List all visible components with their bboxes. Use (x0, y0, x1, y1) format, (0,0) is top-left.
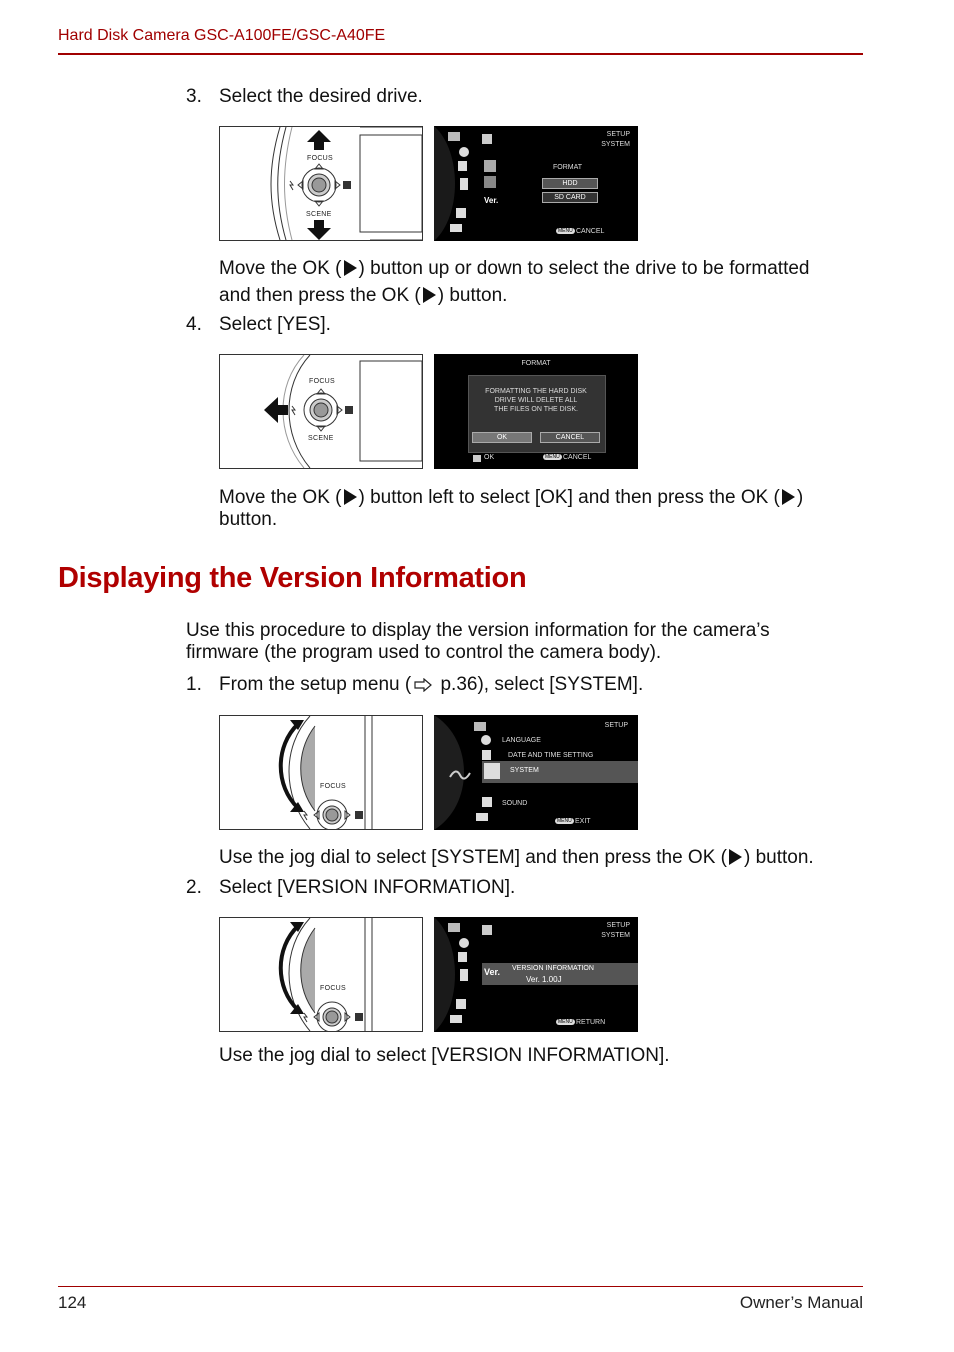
step-4-description-line2: button. (219, 509, 278, 530)
step-number: 4. (186, 314, 202, 335)
scene-label: SCENE (306, 211, 332, 218)
version-step-2-description: Use the jog dial to select [VERSION INFORMATION]. (219, 1045, 670, 1066)
menu-item-language[interactable]: LANGUAGE (502, 737, 541, 744)
sd-card-option[interactable]: SD CARD (542, 192, 598, 203)
ok-button-icon (782, 489, 795, 505)
focus-label: FOCUS (320, 783, 346, 790)
screen-title-setup: SETUP (606, 131, 630, 138)
camera-figure-left (219, 354, 423, 469)
intro-line2: firmware (the program used to control the camera body). (186, 642, 662, 663)
focus-label: FOCUS (320, 985, 346, 992)
focus-label: FOCUS (309, 378, 335, 385)
step-number: 2. (186, 877, 202, 898)
menu-button-icon: MENU (545, 454, 560, 460)
camera-figure-jog-dial-2 (219, 917, 423, 1032)
exit-label: EXIT (575, 818, 591, 825)
menu-item-date-time[interactable]: DATE AND TIME SETTING (508, 752, 594, 759)
dialog-message-line3: THE FILES ON THE DISK. (494, 406, 578, 413)
camera-dial-illustration (220, 127, 422, 240)
page-reference-icon (414, 678, 432, 692)
step-text: Select the desired drive. (219, 86, 423, 107)
version-info-screen (434, 917, 638, 1032)
camera-dial-illustration (220, 355, 422, 468)
version-step-1 (186, 674, 644, 696)
hdd-option[interactable]: HDD (542, 178, 598, 189)
header-title: Hard Disk Camera GSC-A100FE/GSC-A40FE (58, 27, 386, 44)
step-text: Select [YES]. (219, 314, 331, 335)
step-4-description-line1: Move the OK ( ) button left to select [OK] and then press the OK ( ) (219, 487, 804, 508)
ok-key-icon (473, 455, 481, 462)
version-step-1-description: Use the jog dial to select [SYSTEM] and then press the OK ( ) button. (219, 847, 814, 868)
camera-figure-jog-dial (219, 715, 423, 830)
step-4 (186, 314, 331, 336)
screen-title-system: SYSTEM (601, 141, 630, 148)
version-number: Ver. 1.00J (526, 975, 562, 984)
return-label: RETURN (576, 1019, 606, 1026)
step-number: 1. (186, 674, 202, 695)
format-confirm-screen (434, 354, 638, 469)
cancel-option[interactable]: CANCEL (540, 432, 600, 443)
version-information-item[interactable]: VERSION INFORMATION (512, 965, 594, 972)
footer-rule (58, 1286, 863, 1287)
step-3-description-line1: Move the OK ( ) button up or down to select the drive to be formatted (219, 258, 810, 279)
camera-jog-dial-illustration (220, 918, 422, 1031)
step-number: 3. (186, 86, 202, 107)
screen-title-system: SYSTEM (601, 932, 630, 939)
setup-menu-screen (434, 715, 638, 830)
version-logo: Ver. (484, 967, 501, 977)
step-3 (186, 86, 423, 108)
camera-jog-dial-illustration (220, 716, 422, 829)
screen-title-setup: SETUP (606, 922, 630, 929)
step-text: From the setup menu ( p.36), select [SYSTEM]. (219, 674, 644, 695)
section-title: Displaying the Version Information (58, 562, 527, 594)
menu-button-icon: MENU (558, 1019, 573, 1025)
ok-button-icon (344, 489, 357, 505)
menu-item-system[interactable]: SYSTEM (510, 767, 539, 774)
screen-title: FORMAT (521, 360, 551, 367)
footer-manual-title: Owner’s Manual (739, 1293, 863, 1312)
step-text: Select [VERSION INFORMATION]. (219, 877, 516, 898)
ok-label: OK (484, 454, 495, 461)
screen-title-setup: SETUP (604, 722, 628, 729)
version-step-2 (186, 877, 516, 899)
dialog-message-line1: FORMATTING THE HARD DISK (485, 388, 587, 395)
menu-button-icon: MENU (557, 818, 572, 824)
ok-button-icon (729, 849, 742, 865)
format-drive-screen (434, 126, 638, 241)
ok-option[interactable]: OK (472, 432, 532, 443)
intro-line1: Use this procedure to display the version information for the camera’s (186, 620, 770, 641)
menu-item-sound[interactable]: SOUND (502, 800, 528, 807)
version-logo: Ver. (484, 196, 499, 205)
ok-button-icon (423, 287, 436, 303)
page-number: 124 (58, 1293, 87, 1312)
ok-button-icon (344, 260, 357, 276)
camera-figure-up-down (219, 126, 423, 241)
focus-label: FOCUS (307, 155, 333, 162)
cancel-label: CANCEL (563, 454, 592, 461)
menu-button-icon: MENU (558, 228, 573, 234)
format-title: FORMAT (553, 164, 583, 171)
header-rule (58, 53, 863, 55)
dialog-message-line2: DRIVE WILL DELETE ALL (494, 397, 578, 404)
scene-label: SCENE (308, 435, 334, 442)
cancel-label: CANCEL (576, 228, 605, 235)
step-3-description-line2: and then press the OK ( ) button. (219, 285, 508, 306)
